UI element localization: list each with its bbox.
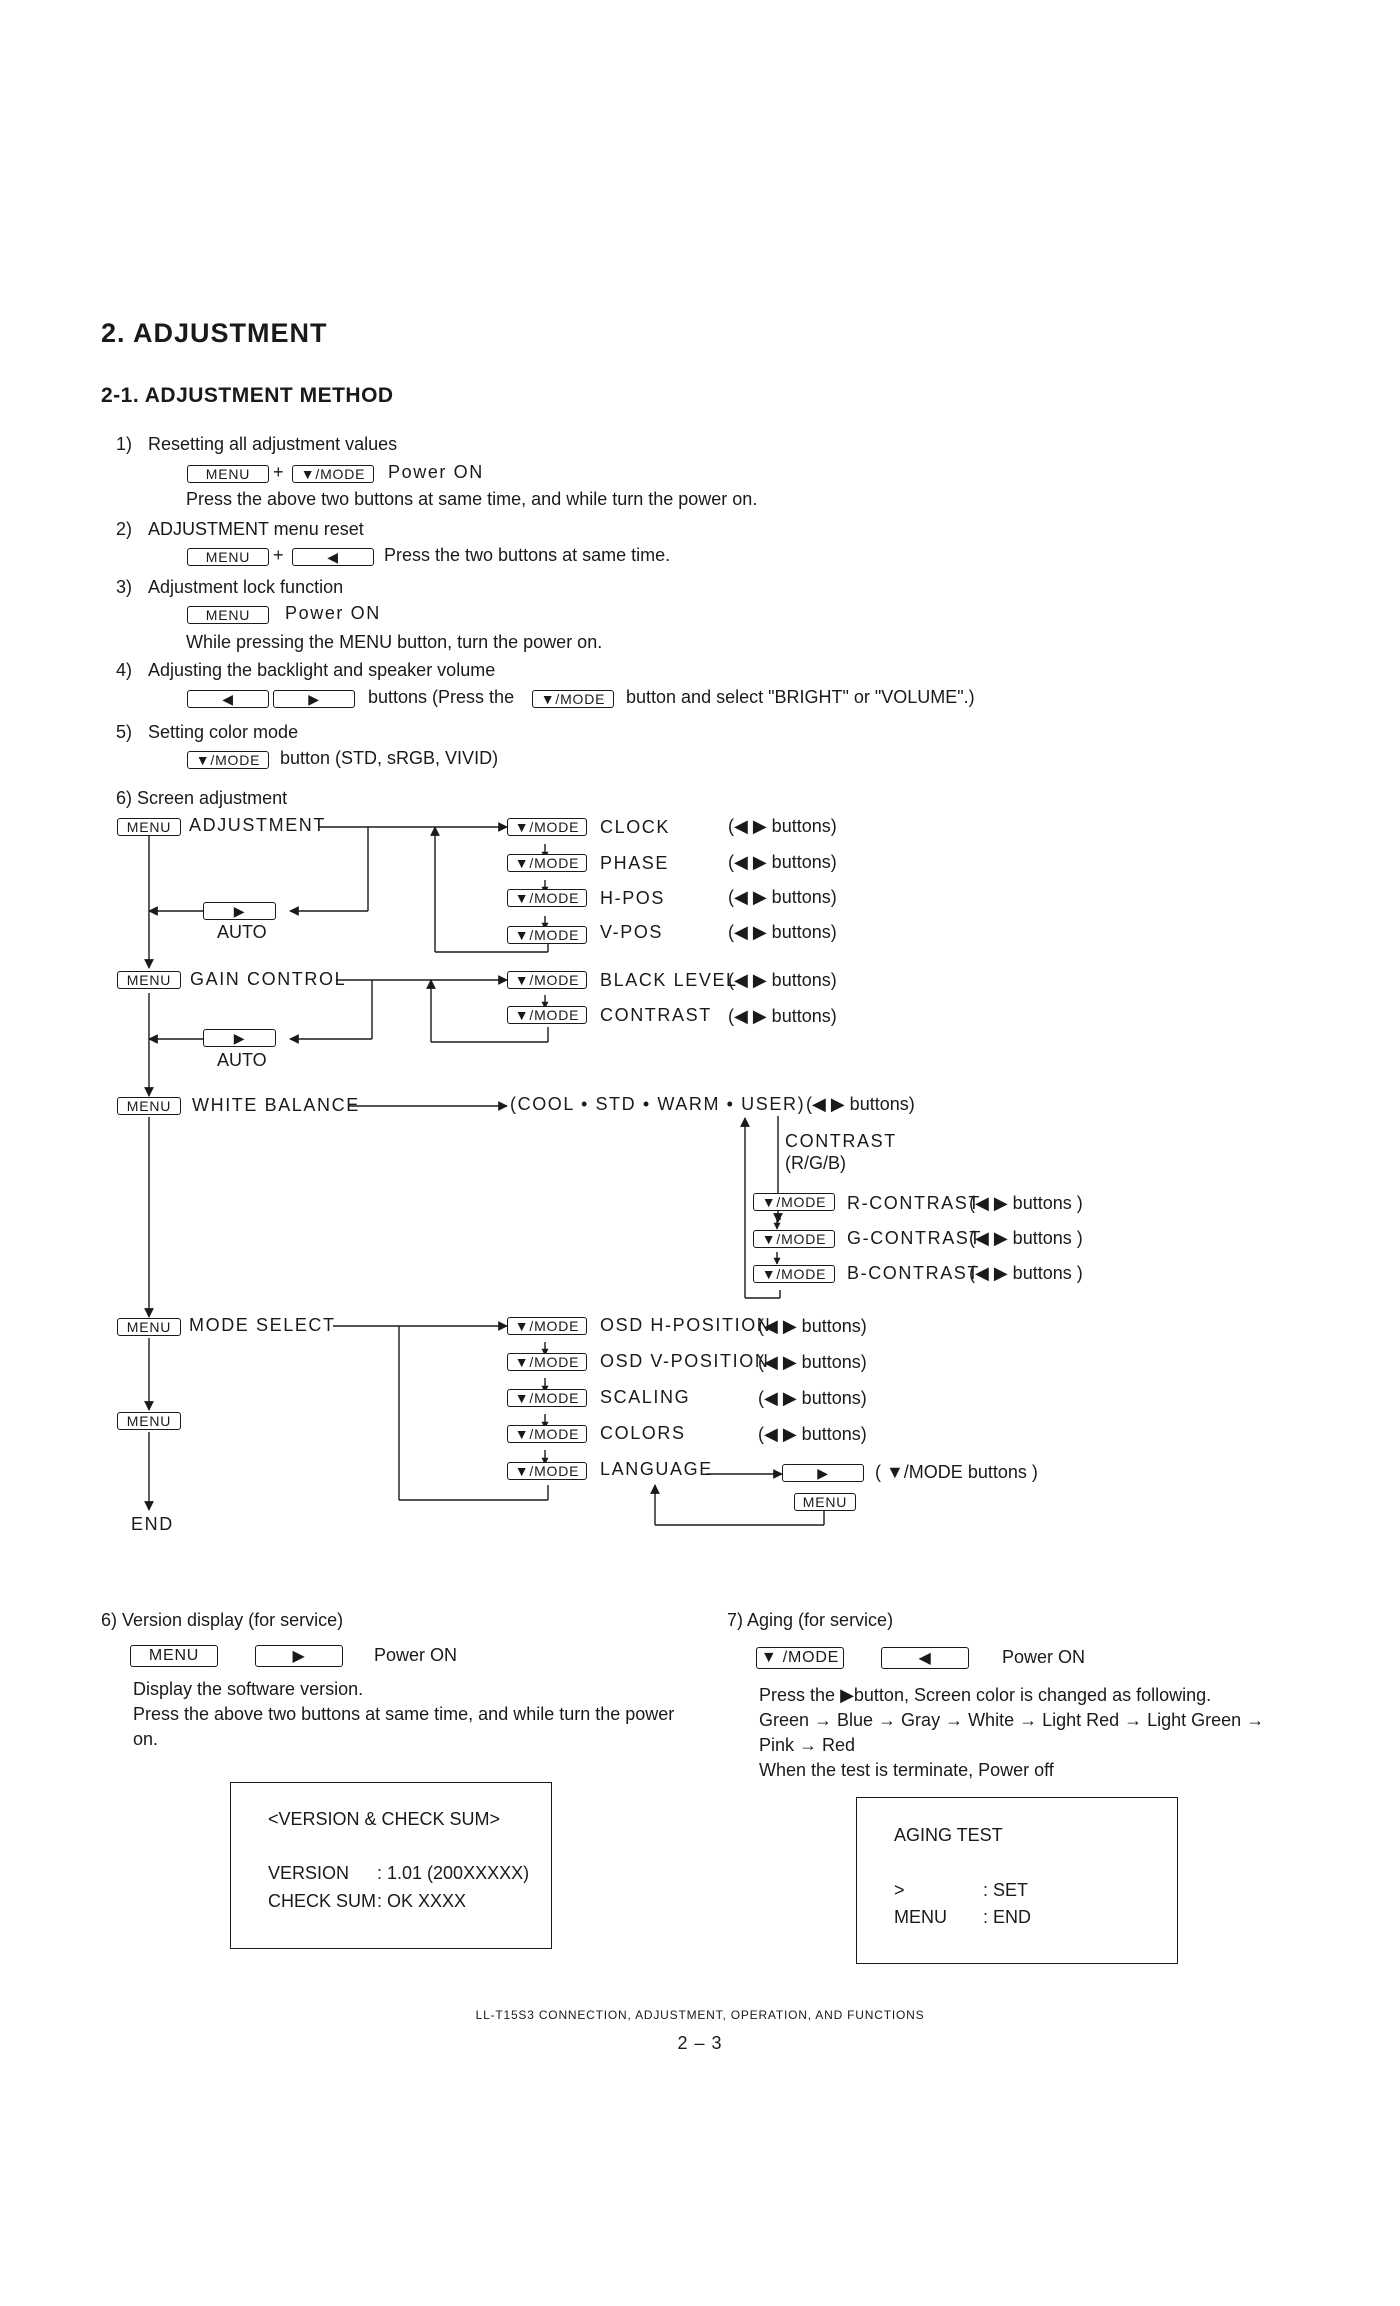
lr-buttons-text: (◀ ▶ buttons) <box>758 1388 867 1408</box>
right-button: ▶ <box>782 1464 864 1482</box>
right-button: ▶ <box>273 690 355 708</box>
g-contrast-item: G-CONTRAST <box>847 1228 982 1248</box>
version-display-box <box>230 1782 552 1949</box>
item-description: Press the above two buttons at same time, and while turn the power on. <box>186 489 758 509</box>
lr-buttons-text: (◀ ▶ buttons) <box>728 970 837 990</box>
section-title: 2-1. ADJUSTMENT METHOD <box>101 384 394 407</box>
menu-button: MENU <box>187 465 269 483</box>
white-balance-options: (COOL • STD • WARM • USER) <box>510 1094 806 1114</box>
lr-buttons-text: (◀ ▶ buttons) <box>728 1006 837 1026</box>
white-balance-label: WHITE BALANCE <box>192 1095 360 1115</box>
item-description: buttons (Press the <box>368 687 515 707</box>
v-pos-item: V-POS <box>600 922 664 942</box>
phase-item: PHASE <box>600 853 670 873</box>
aging-desc <box>759 1685 1211 1706</box>
version-desc: Display the software version. <box>133 1679 364 1699</box>
power-on-text: Power ON <box>1002 1647 1086 1667</box>
mode-button: ▼/MODE <box>507 854 587 872</box>
aging-section-title: 7) Aging (for service) <box>727 1610 894 1630</box>
version-label: VERSION <box>268 1863 350 1883</box>
mode-select-label: MODE SELECT <box>189 1315 336 1335</box>
menu-button: MENU <box>117 971 181 989</box>
end-label: END <box>131 1514 174 1534</box>
item-number: 3) <box>116 577 133 597</box>
menu-button: MENU <box>117 1318 181 1336</box>
mode-button: ▼/MODE <box>187 751 269 769</box>
item-number: 1) <box>116 434 133 454</box>
lr-buttons-text: (◀ ▶ buttons ) <box>969 1193 1083 1213</box>
contrast-rgb-label: (R/G/B) <box>785 1153 846 1173</box>
checksum-label: CHECK SUM <box>268 1891 377 1911</box>
version-section-title: 6) Version display (for service) <box>101 1610 344 1630</box>
language-item: LANGUAGE <box>600 1459 713 1479</box>
plus-sign: + <box>273 462 284 482</box>
mode-button: ▼/MODE <box>292 465 374 483</box>
scaling-item: SCALING <box>600 1387 691 1407</box>
page-title: 2. ADJUSTMENT <box>101 318 328 348</box>
mode-button: ▼/MODE <box>532 690 614 708</box>
h-pos-item: H-POS <box>600 888 666 908</box>
menu-button: MENU <box>794 1493 856 1511</box>
lr-buttons-text: (◀ ▶ buttons) <box>758 1352 867 1372</box>
mode-button: ▼/MODE <box>753 1230 835 1248</box>
item-title: Setting color mode <box>148 722 299 742</box>
item-number: 4) <box>116 660 133 680</box>
page-number: 2 – 3 <box>677 2033 723 2053</box>
menu-button: MENU <box>130 1645 218 1667</box>
item-description: While pressing the MENU button, turn the power on. <box>186 632 603 652</box>
adjustment-label: ADJUSTMENT <box>189 815 326 835</box>
menu-button: MENU <box>187 548 269 566</box>
left-button: ◀ <box>187 690 269 708</box>
item-title: Adjustment lock function <box>148 577 344 597</box>
right-arrow-icon: ▶ <box>840 1685 854 1705</box>
left-button: ◀ <box>292 548 374 566</box>
version-value: : 1.01 (200XXXXX) <box>377 1863 530 1883</box>
checksum-value: : OK XXXX <box>377 1891 467 1911</box>
item-description: Press the two buttons at same time. <box>384 545 671 565</box>
power-on-text: Power ON <box>285 603 381 623</box>
mode-button: ▼/MODE <box>507 971 587 989</box>
mode-button: ▼/MODE <box>507 1425 587 1443</box>
lr-buttons-text: (◀ ▶ buttons) <box>758 1424 867 1444</box>
osd-h-position-item: OSD H-POSITION <box>600 1315 772 1335</box>
item-description: button and select "BRIGHT" or "VOLUME".) <box>626 687 975 707</box>
item-title: 6) Screen adjustment <box>116 788 288 808</box>
menu-value: : END <box>983 1907 1032 1927</box>
r-contrast-item: R-CONTRAST <box>847 1193 981 1213</box>
right-button: ▶ <box>255 1645 343 1667</box>
aging-desc-pre: Press the <box>759 1685 836 1705</box>
item-title: ADJUSTMENT menu reset <box>148 519 364 539</box>
set-value: : SET <box>983 1880 1029 1900</box>
black-level-item: BLACK LEVEL <box>600 970 738 990</box>
aging-test-box <box>856 1797 1178 1964</box>
plus-sign: + <box>273 545 284 565</box>
mode-button: ▼/MODE <box>507 889 587 907</box>
lr-buttons-text: (◀ ▶ buttons ) <box>969 1263 1083 1283</box>
item-description: button (STD, sRGB, VIVID) <box>280 748 499 768</box>
contrast-label: CONTRAST <box>785 1131 897 1151</box>
lr-buttons-text: (◀ ▶ buttons) <box>806 1094 915 1114</box>
mode-button: ▼/MODE <box>507 926 587 944</box>
mode-button: ▼/MODE <box>507 1006 587 1024</box>
mode-button: ▼ /MODE <box>756 1647 844 1669</box>
mode-button: ▼/MODE <box>507 1462 587 1480</box>
power-on-text: Power ON <box>388 462 484 482</box>
b-contrast-item: B-CONTRAST <box>847 1263 980 1283</box>
gain-control-label: GAIN CONTROL <box>190 969 347 989</box>
mode-button: ▼/MODE <box>507 1353 587 1371</box>
aging-desc-post: button, Screen color is changed as following. <box>853 1685 1212 1705</box>
aging-color-sequence: Pink → Red <box>759 1735 856 1755</box>
lr-buttons-text: (◀ ▶ buttons) <box>758 1316 867 1336</box>
auto-label: AUTO <box>217 1050 267 1070</box>
aging-box-title: AGING TEST <box>894 1825 1003 1845</box>
colors-item: COLORS <box>600 1423 686 1443</box>
aging-color-sequence: Green → Blue → Gray → White → Light Red → Light Green → <box>759 1710 1265 1730</box>
mode-button: ▼/MODE <box>507 1389 587 1407</box>
power-on-text: Power ON <box>374 1645 458 1665</box>
version-desc: Press the above two buttons at same time, and while turn the power <box>133 1704 675 1724</box>
menu-button: MENU <box>117 818 181 836</box>
item-number: 5) <box>116 722 133 742</box>
menu-button: MENU <box>117 1412 181 1430</box>
item-title: Adjusting the backlight and speaker volume <box>148 660 496 680</box>
lr-buttons-text: (◀ ▶ buttons) <box>728 922 837 942</box>
set-key: > <box>894 1880 905 1900</box>
mode-button: ▼/MODE <box>507 818 587 836</box>
right-button: ▶ <box>203 1029 276 1047</box>
mode-button: ▼/MODE <box>507 1317 587 1335</box>
menu-key: MENU <box>894 1907 947 1927</box>
footer-document-title: LL-T15S3 CONNECTION, ADJUSTMENT, OPERATION, AND FUNCTIONS <box>475 2008 925 2022</box>
menu-button: MENU <box>117 1097 181 1115</box>
right-button: ▶ <box>203 902 276 920</box>
lr-buttons-text: (◀ ▶ buttons) <box>728 852 837 872</box>
lr-buttons-text: (◀ ▶ buttons) <box>728 887 837 907</box>
menu-button: MENU <box>187 606 269 624</box>
item-number: 2) <box>116 519 133 539</box>
mode-button: ▼/MODE <box>753 1193 835 1211</box>
osd-v-position-item: OSD V-POSITION <box>600 1351 770 1371</box>
version-box-title: <VERSION & CHECK SUM> <box>268 1809 501 1829</box>
left-button: ◀ <box>881 1647 969 1669</box>
version-desc: on. <box>133 1729 159 1749</box>
lr-buttons-text: (◀ ▶ buttons ) <box>969 1228 1083 1248</box>
mode-button: ▼/MODE <box>753 1265 835 1283</box>
item-title: Resetting all adjustment values <box>148 434 398 454</box>
language-buttons-text: ( ▼/MODE buttons ) <box>875 1462 1038 1482</box>
clock-item: CLOCK <box>600 817 671 837</box>
contrast-item: CONTRAST <box>600 1005 712 1025</box>
lr-buttons-text: (◀ ▶ buttons) <box>728 816 837 836</box>
aging-desc: When the test is terminate, Power off <box>759 1760 1054 1780</box>
auto-label: AUTO <box>217 922 267 942</box>
